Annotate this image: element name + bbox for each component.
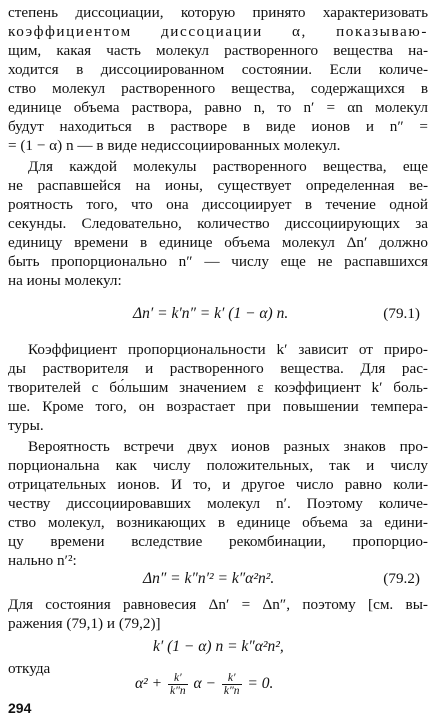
text-line: степень диссоциации, которую принято характеризовать [8,4,428,21]
text-line: честву диссоциировавших молекул n′. Поэтому количе- [8,495,428,512]
page-number: 294 [8,700,32,716]
equation-body: Δn′ = k′n″ = k′ (1 − α) n. [133,305,289,322]
text-line: быть пропорционально n″ — числу еще не распавшихся [8,253,428,270]
text-line: не распавшейся на ионы, существует определенная ве- [8,177,428,194]
text-line: коэффициентом диссоциации α, показываю- [8,23,428,40]
equation-part: = 0. [247,675,274,693]
text-line: нально n′²: [8,552,77,569]
equation-body: k′ (1 − α) n = k″α²n², [153,638,284,655]
text-line: роятность того, что она диссоциирует в течение одной [8,196,428,213]
text-line: щим, какая часть молекул растворенного вещества на- [8,42,428,59]
text-line: ражения (79,1) и (79,2)] [8,615,161,632]
text-line: Для каждой молекулы растворенного вещества, еще [28,158,428,175]
text-line: порциональна как числу положительных, так и числу [8,457,428,474]
text-line: ство молекул, возникающих в единице объема за едини- [8,514,428,531]
text-line: ше. Кроме того, он возрастает при повышении темпера- [8,398,428,415]
equation-part: α − [193,675,217,693]
fraction: $\frac{k'}{k''n}$ [170,672,186,697]
equation-number: (79.1) [383,305,420,322]
text-line: = (1 − α) n — в виде недиссоциированных молекул. [8,137,341,154]
text-line: ды растворителя и растворенного вещества. Для рас- [8,360,428,377]
equation-part: α² + [135,675,163,693]
text-line: будут находиться в растворе в виде ионов и n″ = [8,118,428,135]
text-line: секунды. Следовательно, количество диссоциирующих за [8,215,428,232]
equation-quadratic [135,672,431,697]
text-line: единицу времени в единице объема молекул Δn′ должно [8,234,428,251]
text-line: ство молекул растворенного вещества, содержащихся в [8,80,428,97]
text-line: Вероятность встречи двух ионов разных знаков про- [28,438,428,455]
text-line: откуда [8,660,51,677]
text-line: единице объема раствора, равно n, то n′ = αn молекул [8,99,428,116]
fraction: $\frac{k'}{k''n}$ [223,672,240,697]
text-line: Коэффициент пропорциональности k′ зависит от приро- [28,341,428,358]
text-line: Для состояния равновесия Δn′ = Δn″, поэтому [см. вы- [8,596,428,613]
text-line: на ионы молекул: [8,272,122,289]
text-line: туры. [8,417,44,434]
text-line: творителей с бо́льшим значением ε коэффициент k′ боль- [8,379,428,396]
equation-body: Δn″ = k″n′² = k″α²n². [143,570,275,587]
text-line: ходится в диссоциированном состоянии. Если количе- [8,61,428,78]
text-line: отрицательных ионов. И то, и другое число равно коли- [8,476,428,493]
equation-number: (79.2) [383,570,420,587]
text-line: цу времени вследствие рекомбинации, пропорцио- [8,533,428,550]
